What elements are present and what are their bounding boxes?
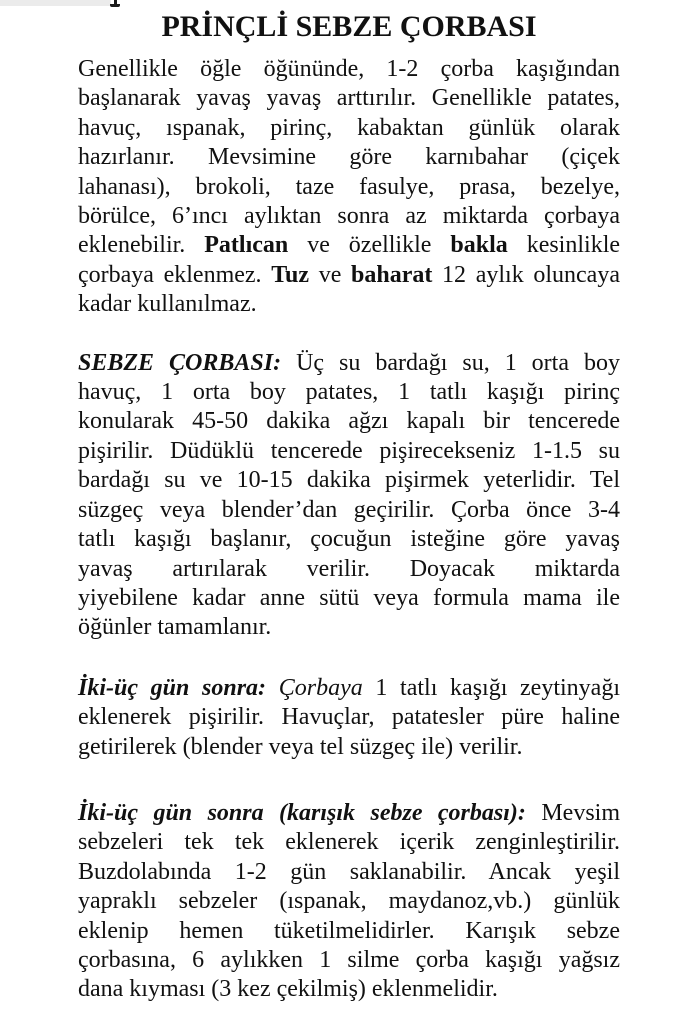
- paragraph-sebze-corbasi: [78, 349, 620, 643]
- scan-edge-strip: [0, 0, 111, 6]
- text-segment: başlanarak yavaş yavaş arttırılır. Genellikle patates,: [78, 85, 620, 112]
- document-body: [78, 55, 620, 1005]
- text-line: [78, 496, 620, 525]
- text-line: [78, 858, 620, 887]
- emphasized-text: bakla: [450, 232, 508, 259]
- document-content: [78, 0, 620, 1005]
- text-segment: [266, 675, 279, 701]
- emphasized-text: İki-üç gün sonra:: [78, 674, 267, 701]
- text-segment: eklenip hemen tüketilmelidirler. Karışık sebze: [78, 917, 620, 944]
- text-segment: yapraklı sebzeler (ıspanak, maydanoz,vb.) günlük: [78, 888, 620, 915]
- text-segment: havuç, 1 orta boy patates, 1 tatlı kaşığı pirinç: [78, 379, 620, 406]
- text-segment: Mevsim: [525, 799, 620, 826]
- text-segment: hazırlanır. Mevsimine göre karnıbahar (çiçek: [78, 144, 620, 171]
- text-segment: getirilerek (blender veya tel süzgeç ile) verilir.: [78, 733, 523, 760]
- text-segment: ve: [309, 261, 352, 288]
- paragraph-karisik-sebze-corbasi: [78, 799, 620, 1005]
- text-line: [78, 674, 620, 703]
- text-segment: bardağı su ve 10-15 dakika pişirmek yeterlidir. Tel: [78, 467, 620, 494]
- text-segment: dana kıyması (3 kez çekilmiş) eklenmelidir.: [78, 976, 498, 1003]
- text-segment: yavaş artırılarak verilir. Doyacak miktarda: [78, 555, 620, 582]
- paragraph-intro: [78, 55, 620, 320]
- text-segment: sebzeleri tek tek eklenerek içerik zenginleştirilir.: [78, 829, 620, 856]
- text-line: [78, 466, 620, 495]
- emphasized-text: baharat: [351, 261, 433, 288]
- text-line: [78, 173, 620, 202]
- text-segment: Genellikle öğle öğününde, 1-2 çorba kaşığından: [78, 56, 620, 82]
- text-segment: yiyebilene kadar anne sütü veya formula mama ile: [78, 584, 620, 611]
- text-segment: eklenebilir.: [78, 232, 205, 259]
- text-segment: havuç, ıspanak, pirinç, kabaktan günlük olarak: [78, 114, 620, 141]
- text-line: [78, 733, 620, 762]
- text-line: [78, 828, 620, 857]
- text-segment: Üç su bardağı su, 1 orta boy: [281, 349, 620, 376]
- text-line: [78, 703, 620, 732]
- paragraph-iki-uc-gun-sonra: [78, 674, 620, 762]
- text-line: [78, 917, 620, 946]
- text-segment: 12 aylık oluncaya: [432, 261, 620, 288]
- emphasized-text: İki-üç gün sonra (karışık sebze çorbası):: [78, 799, 526, 826]
- text-segment: konularak 45-50 dakika ağzı kapalı bir tencerede: [78, 408, 620, 435]
- emphasized-text: SEBZE ÇORBASI:: [78, 349, 282, 376]
- text-segment: 1 tatlı kaşığı zeytinyağı: [362, 674, 620, 701]
- text-line: [78, 114, 620, 143]
- text-line: [78, 261, 620, 290]
- document-title: PRİNÇLİ SEBZE ÇORBASI: [161, 10, 537, 43]
- text-segment: pişirilir. Düdüklü tencerede pişirecekseniz 1-1.5 su: [78, 437, 620, 464]
- text-line: [78, 349, 620, 378]
- text-segment: eklenerek pişirilir. Havuçlar, patatesler püre haline: [78, 704, 620, 731]
- text-segment: tatlı kaşığı başlanır, çocuğun isteğine göre yavaş: [78, 526, 620, 553]
- text-segment: börülce, 6’ıncı aylıktan sonra az miktarda çorbaya: [78, 203, 620, 230]
- text-line: [78, 407, 620, 436]
- previous-page-text-fragment: [110, 0, 120, 9]
- text-segment: Buzdolabında 1-2 gün saklanabilir. Ancak yeşil: [78, 858, 620, 885]
- text-segment: kadar kullanılmaz.: [78, 291, 257, 318]
- text-line: [78, 975, 620, 1004]
- text-line: [78, 584, 620, 613]
- emphasized-text: Patlıcan: [204, 232, 289, 259]
- text-segment: çorbasına, 6 aylıkken 1 silme çorba kaşığı yağsız: [78, 946, 620, 973]
- text-line: [78, 887, 620, 916]
- text-segment: ve özellikle: [288, 232, 451, 259]
- text-segment: çorbaya eklenmez.: [78, 261, 272, 288]
- emphasized-text: Tuz: [271, 261, 310, 288]
- text-segment: lahanası), brokoli, taze fasulye, prasa, bezelye,: [78, 173, 620, 200]
- text-line: [78, 84, 620, 113]
- emphasized-text: Çorbaya: [278, 674, 363, 701]
- text-line: [78, 946, 620, 975]
- text-segment: kesinlikle: [507, 232, 621, 259]
- text-line: [78, 231, 620, 260]
- text-line: [78, 202, 620, 231]
- text-segment: öğünler tamamlanır.: [78, 614, 272, 641]
- text-line: [78, 143, 620, 172]
- text-line: [78, 555, 620, 584]
- text-line: [78, 525, 620, 554]
- text-segment: süzgeç veya blender’dan geçirilir. Çorba önce 3-4: [78, 496, 620, 523]
- text-line: [78, 55, 620, 84]
- text-line: [78, 799, 620, 828]
- text-line: [78, 378, 620, 407]
- text-line: [78, 437, 620, 466]
- text-line: [78, 613, 620, 642]
- text-line: [78, 290, 620, 319]
